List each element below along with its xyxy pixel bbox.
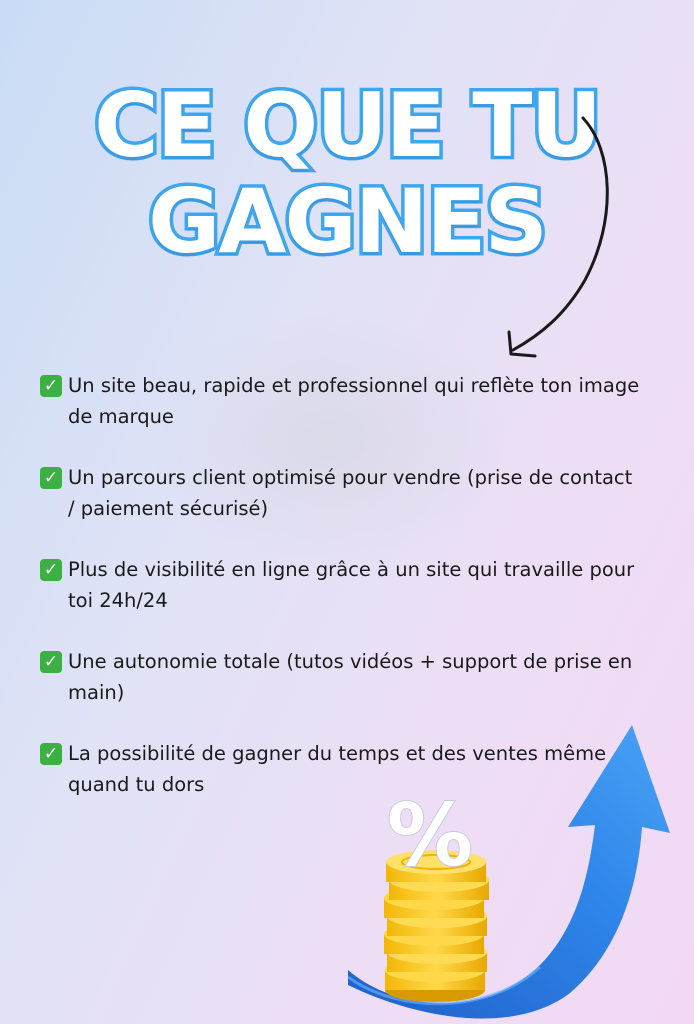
growth-arrow-coins-illustration [340,715,694,1024]
check-mark-icon: ✓ [40,559,62,581]
benefit-text: Un site beau, rapide et professionnel qui reflète ton image de marque [68,374,640,428]
benefit-text: La possibilité de gagner du temps et des ventes même quand tu dors [68,742,607,796]
benefit-text: Plus de visibilité en ligne grâce à un site qui travaille pour toi 24h/24 [68,558,635,612]
check-mark-icon: ✓ [40,743,62,765]
benefit-item [40,646,640,708]
benefit-text: Une autonomie totale (tutos vidéos + support de prise en main) [68,650,633,704]
check-mark-icon: ✓ [40,651,62,673]
percent-symbol: % [386,786,474,886]
check-mark-icon: ✓ [40,467,62,489]
benefit-item [40,370,640,432]
check-mark-icon: ✓ [40,375,62,397]
benefit-item [40,462,640,524]
hand-drawn-arrow-icon [495,110,625,370]
title-line-1: CE QUE TU [94,74,600,177]
title-line-2: GAGNES [148,170,546,273]
benefit-item [40,554,640,616]
benefit-text: Un parcours client optimisé pour vendre (prise de contact / paiement sécurisé) [68,466,633,520]
